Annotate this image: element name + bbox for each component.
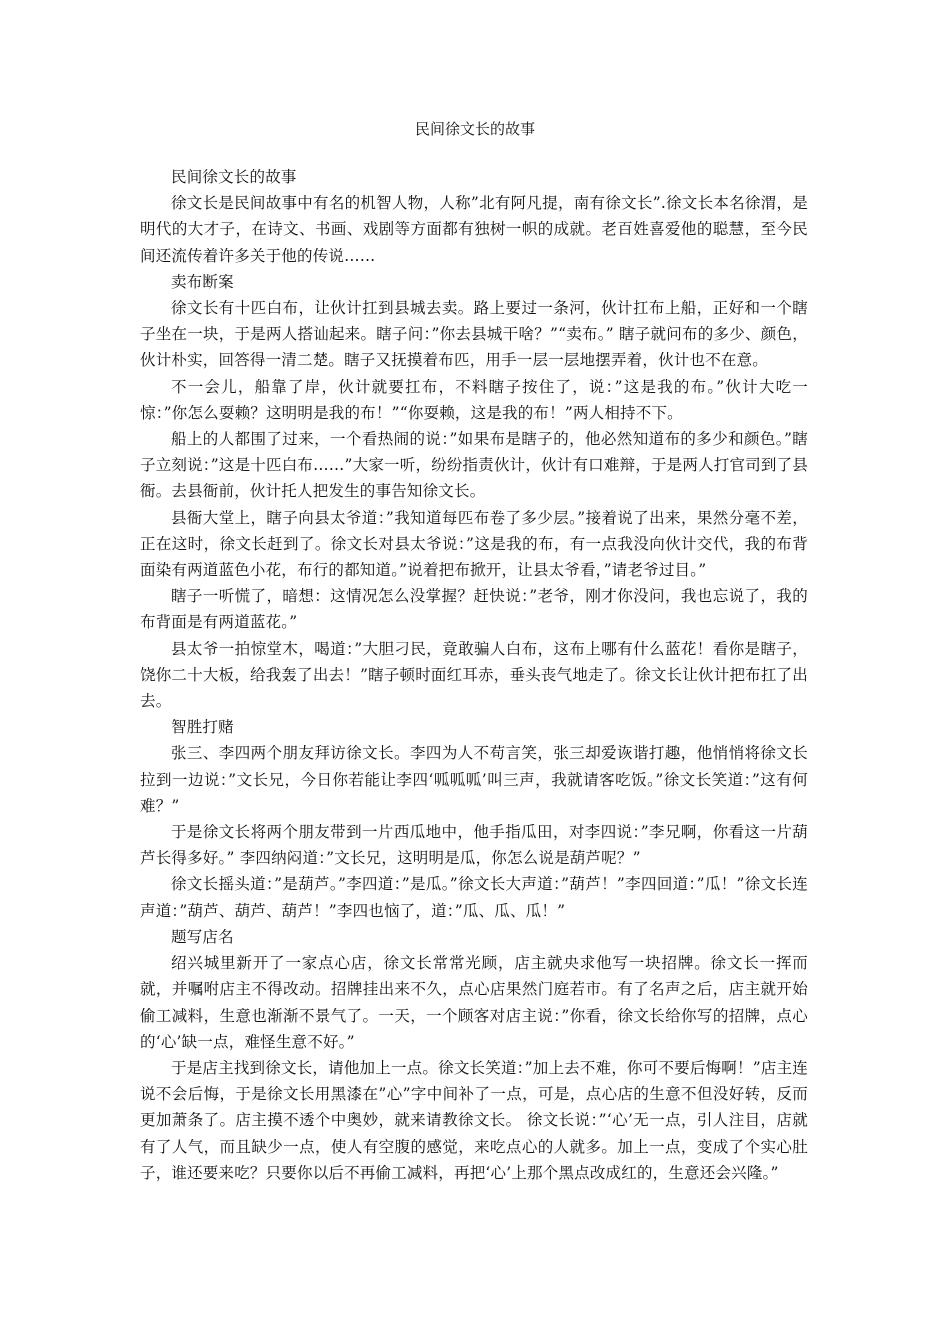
paragraph: 不一会儿，船靠了岸，伙计就要扛布，不料瞎子按住了，说：”这是我的布。”伙计大吃一惊：”你怎么耍赖？这明明是我的布！”“你耍赖，这是我的布！”两人相持不下。 <box>140 377 808 422</box>
paragraph: 徐文长有十匹白布，让伙计扛到县城去卖。路上要过一条河，伙计扛布上船，正好和一个瞎子坐在一块，于是两人搭讪起来。瞎子问：”你去县城干啥？”“卖布。” 瞎子就问布的多少、颜色，伙计朴实，回答得一清二楚。瞎子又抚摸着布匹，用手一层一层地摆弄着，伙计也不在意。 <box>140 299 808 370</box>
paragraph: 于是店主找到徐文长，请他加上一点。徐文长笑道：”加上去不难，你可不要后悔啊！”店主连说不会后悔，于是徐文长用黑漆在”心”字中间补了一点，可是，点心店的生意不但没好转，反而更加萧条了。店主摸不透个中奥妙，就来请教徐文长。 徐文长说：”‘心’无一点，引人注目，店就有了人气，而且缺少一点，使人有空腹的感觉，来吃点心的人就多。加上一点，变成了个实心肚子，谁还要来吃？只要你以后不再偷工减料，再把‘心’上那个黑点改成红的，生意还会兴隆。” <box>140 1058 808 1182</box>
body-text <box>140 164 808 1186</box>
paragraph: 徐文长摇头道：”是葫芦。”李四道：”是瓜。”徐文长大声道：”葫芦！”李四回道：”瓜！”徐文长连声道：”葫芦、葫芦、葫芦！”李四也恼了，道：”瓜、瓜、瓜！” <box>140 875 808 920</box>
section-heading: 题写店名 <box>171 927 234 946</box>
paragraph: 绍兴城里新开了一家点心店，徐文长常常光顾，店主就央求他写一块招牌。徐文长一挥而就，并嘱咐店主不得改动。招牌挂出来不久，点心店果然门庭若市。有了名声之后，店主就开始偷工减料，生意也渐渐不景气了。一天，一个顾客对店主说：”你看，徐文长给你写的招牌，点心的‘心’缺一点，难怪生意不好。” <box>140 954 808 1051</box>
section-heading: 智胜打赌 <box>171 718 234 737</box>
paragraph: 于是徐文长将两个朋友带到一片西瓜地中，他手指瓜田，对李四说：”李兄啊，你看这一片葫芦长得多好。” 李四纳闷道：”文长兄，这明明是瓜，你怎么说是葫芦呢？” <box>140 823 808 868</box>
paragraph: 县衙大堂上，瞎子向县太爷道：”我知道每匹布卷了多少层。”接着说了出来，果然分毫不差，正在这时，徐文长赶到了。徐文长对县太爷说：”这是我的布，有一点我没向伙计交代，我的布背面染有两道蓝色小花，布行的都知道。”说着把布掀开，让县太爷看，”请老爷过目。” <box>140 508 808 580</box>
page-title: 民间徐文长的故事 <box>414 120 535 138</box>
paragraph: 徐文长是民间故事中有名的机智人物，人称”北有阿凡提，南有徐文长”.徐文长本名徐渭，是明代的大才子，在诗文、书画、戏剧等方面都有独树一帜的成就。老百姓喜爱他的聪慧，至今民间还流传着许多关于他的传说…… <box>140 194 808 265</box>
paragraph: 船上的人都围了过来，一个看热闹的说：”如果布是瞎子的，他必然知道布的多少和颜色。”瞎子立刻说：”这是十匹白布……”大家一听，纷纷指责伙计，伙计有口难辩，于是两人打官司到了县衙。去县衙前，伙计托人把发生的事告知徐文长。 <box>140 430 808 501</box>
paragraph: 瞎子一听慌了，暗想：这情况怎么没掌握？赶快说：”老爷，刚才你没问，我也忘说了，我的布背面是有两道蓝花。” <box>140 587 808 632</box>
paragraph: 民间徐文长的故事 <box>171 168 297 186</box>
section-heading: 卖布断案 <box>171 272 234 291</box>
paragraph: 县太爷一拍惊堂木，喝道：”大胆刁民，竟敢骗人白布，这布上哪有什么蓝花！看你是瞎子，饶你二十大板，给我轰了出去！”瞎子顿时面红耳赤，垂头丧气地走了。徐文长让伙计把布扛了出去。 <box>140 639 808 711</box>
paragraph: 张三、李四两个朋友拜访徐文长。李四为人不苟言笑，张三却爱诙谐打趣，他悄悄将徐文长拉到一边说：”文长兄，今日你若能让李四‘呱呱呱’叫三声，我就请客吃饭。”徐文长笑道：”这有何难？” <box>140 744 808 815</box>
